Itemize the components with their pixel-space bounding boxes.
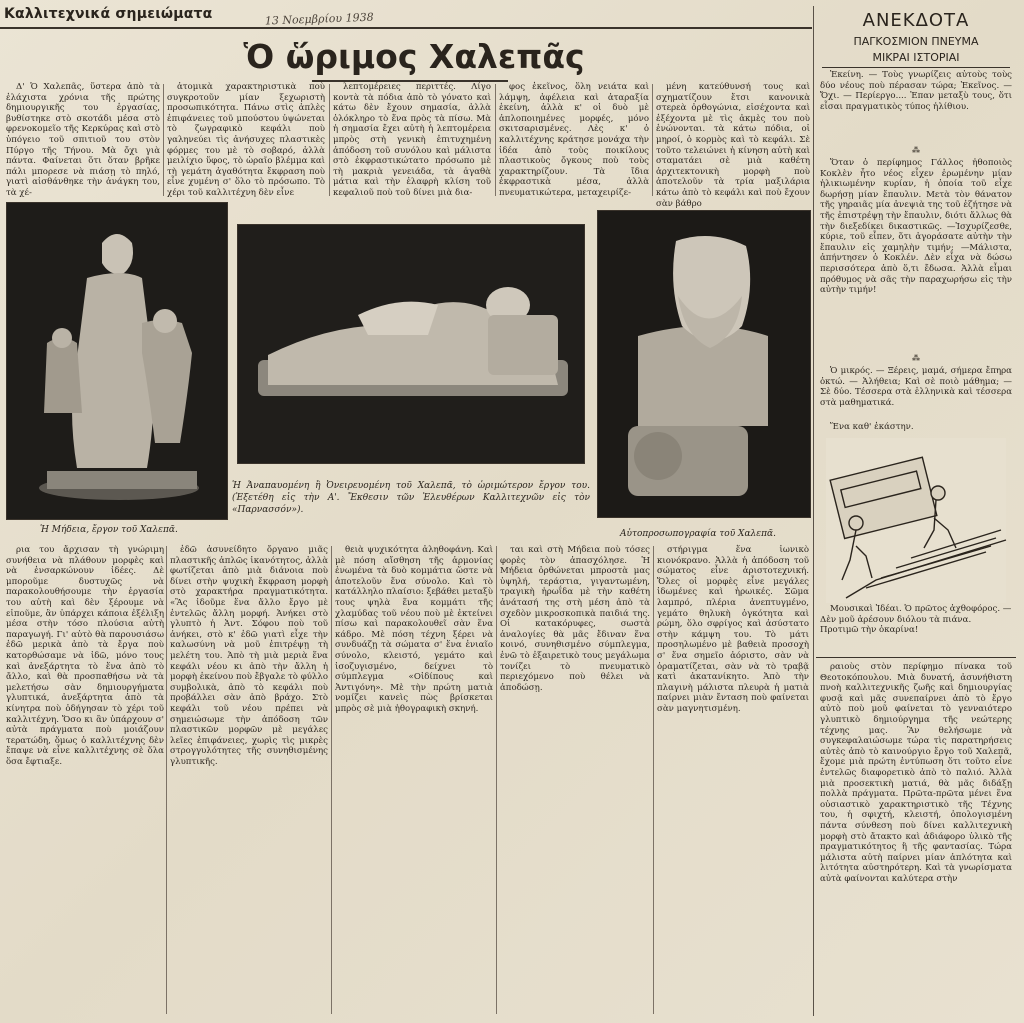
anecdote-4-text: Ἕνα καθ' ἐκάστην. (830, 422, 914, 432)
lower-column-5-text: στήριγμα ἕνα ἰωνικὸ κιονόκρανο. Ἀλλὰ ἡ ἀπόδοση τοῦ σώματος εἶνε ἀριστοτεχνική. Ὅλες οἱ μορφὲς εἶνε μεγάλες ἰδωμένες καὶ ἡρωικές. Σῶμα λαμπρό, πλέρια ἀνεπτυγμένο, γεμάτο θηλυκὴ ὀγκότητα καὶ ρώμη, ὅλο σφρίγος καὶ ἀσύστατο στὴν κάμψη του. Τὸ μάτι προσηλωμένο μὲ βαθειὰ προσοχὴ σ' ἕνα σημεῖο ἀόριστο, σὰν νὰ ὁραματίζεται, σὰν νὰ τὸ τραβᾷ κατὶ ἀκατανίκητο. Ἀπὸ τὴν πλαγινὴ μάλιστα πλευρὰ ἡ ματιὰ παίρνει μιὰν ἔνταση ποὺ φαίνεται σὰν μαγνητισμένη. (657, 545, 809, 714)
column-divider (166, 546, 167, 1014)
article-continuation-text: ραιοὺς στὸν περίφημο πίνακα τοῦ Θεοτοκόπουλου. Μιὰ δυνατή, ἀσυνήθιστη πνοὴ καλλιτεχνικῆς ζωῆς καὶ δημιουργίας φυσᾷ καὶ μᾶς συνεπαίρνει ἀπὸ τὸ ἔργο αὐτὸ ποὺ μοῦ φαίνεται τὸ γενναιότερο γλυπτικὸ δημιούργημα τῆς νεώτερης τέχνης μας. Ἂν θελήσωμε νὰ συγκεφαλαιώσωμε τώρα τὶς παρατηρήσεις αὐτὲς ἀπὸ τὸ καινούργιο ἔργο τοῦ Χαλεπᾶ, ἔχομε μιὰ πρώτη ἐντύπωση ὅτι τοῦτο εἶνε ἐντελῶς διαφορετικὸ ἀπὸ τὸ παλιό. Ἀλλὰ μιὰ προσεκτικὴ ματιά, θὰ μᾶς διδάξῃ πολλὰ πράγματα. Πρῶτα-πρῶτα μένει ἕνα οὐσιαστικὸ χαρακτηριστικὸ τῆς Τέχνης του, ἡ σφιχτή, κλειστή, ὁπολογισμένη πάντα σύνθεση ποὺ δίνει καλλιτεχνικὴ μορφὴ στὸ ἄτακτο καὶ ἀδιάφορο ὑλικὸ τῆς πραγματικότητος ἢ τῆς φαντασίας. Τώρα μάλιστα αὐτὴ παίρνει μίαν ἁπλότητα καὶ λιτότητα αὐστηρότερη. Καὶ τὰ γνωρίσματα αὐτὰ φαίνονται καλύτερα στὴν (820, 662, 1012, 884)
upper-column-1-text: Δ' Ὁ Χαλεπᾶς, ὕστερα ἀπὸ τὰ ἐλάχιστα χρόνια τῆς πρώτης δημιουργικῆς του ἐργασίας, βυθίστηκε στὸ σκοτάδι μέσα στὸ φρενοκομεῖο τῆς Κερκύρας καὶ στὸ ὑπόγειο τοῦ σπιτιοῦ του στὸν Πύργο τῆς Τήνου. Μὰ ὄχι γιὰ πάντα. Φαίνεται ὅτι ὅταν βρῆκε πάλι μπορεσε νὰ πιάσῃ τὸ πηλό, γιατὶ αἰσθάνθηκε τὴν ἀνάγκη του, τὰ χέ- (6, 82, 160, 198)
cartoon-image (826, 438, 1006, 603)
column-divider (331, 546, 332, 1014)
column-divider (652, 84, 653, 196)
caption-medea: Ἡ Μήδεια, ἔργον τοῦ Χαλεπᾶ. (40, 525, 178, 535)
photo-reclining-sculpture (237, 224, 585, 464)
lower-column-1 (6, 545, 164, 1015)
lower-column-5 (657, 545, 809, 1015)
anecdote-2-text: Ὅταν ὁ περίφημος Γάλλος ἠθοποιὸς Κοκλὲν ἦτο νέος εἶχεν ἐρωμένην μίαν ἡλικιωμένην κυρίαν, ἡ ὁποία τοῦ εἶχε δωρήσῃ μίαν ἔπαυλιν. Μετὰ τὸν θάνατον τῆς γηραιᾶς μία ἀνεψιὰ της τοῦ ἐζήτησε νὰ τῆς ἐπιστρέψῃ τὴν ἔπαυλιν, διότι ἄλλως θὰ τὴν διεξεδίκει δικαστικῶς. —Ἰσχυρίζεσθε, κύριε, τοῦ εἶπεν, ὅτι ἀγοράσατε αὐτὴν τὴν ἔπαυλιν εἰς χαμηλὴν τιμήν; —Μάλιστα, ἀπήντησεν ὁ Κοκλέν. Δὲν εἶχα νὰ δώσω περισσότερα ἀπὸ ὅ,τι ἔδωσα. Ἀλλὰ εἶμαι πρόθυμος νὰ σᾶς τὴν παραχωρήσω εἰς τὴν αὐτὴν τιμήν! (820, 158, 1012, 296)
self-portrait-bust-image (598, 211, 810, 517)
upper-column-2-text: ἀτομικὰ χαρακτηριστικὰ ποὺ συγκροτοῦν μίαν ξεχωριστὴ προσωπικότητα. Πάνω στὶς ἁπλὲς ἐπιφάνειες τοῦ μπούστου ὑψώνεται τὸ ζωγραφικὸ κεφάλι ποὺ γαληνεύει τὶς ἀνήσυχες πλαστικὲς φόρμες του μὲ τὸ σοβαρό, ἀλλὰ μειλίχιο ὕφος, τὸ ὡραῖο βλέμμα καὶ τὴ γεμάτη ἀγαθότητα ἔκφραση ποὺ εἶνε χυμένη σ' ὅλο τὸ πρόσωπο. Τὸ χέρι τοῦ καλλιτέχνη δὲν εἶνε (167, 82, 325, 198)
upper-column-3-text: λεπτομέρειες περιττές. Λίγο κοντὰ τὰ πόδια ἀπὸ τὸ γόνατο καὶ κάτω δὲν ἔχουν σημασία, ἀλλὰ ὁλόκληρο τὸ ἕνα πρὸς τὰ πίσω. Μὰ ἡ σημασία ἔχει αὐτὴ ἡ λεπτομέρεια μπρὸς στὴ γενικὴ ἐπιτυχημένη ἀπόδοση τοῦ συνόλου καὶ μάλιστα στὸ ἐκφραστικώτατο πρόσωπο μὲ τὴ μακριὰ γενειάδα, τὰ ἀγαθὰ μάτια καὶ τὴν ἐλαφρὴ κλίση τοῦ κεφαλιοῦ ποὺ τοῦ δίνει μιὰ δια- (333, 82, 491, 198)
lower-column-4 (500, 545, 650, 1015)
lower-column-2 (170, 545, 328, 1015)
sidebar-title: ΑΝΕΚΔΟΤΑ (862, 10, 970, 31)
sidebar-subtitle (816, 34, 1016, 66)
upper-column-5-text: μένη κατεύθυνσή τους καὶ σχηματίζουν ἔτσι κανονικὰ στερεὰ ὀρθογώνια, εἰσέχοντα καὶ ἐξέχοντα μὲ τὶς ἀκμὲς του ποὺ ἑνώνονται. τὰ κάτω πόδια, οἱ μηροί, ὁ κορμὸς καὶ τὸ κεφάλι. Σὲ τοῦτο τελειώνει ἡ κίνηση αὐτὴ καὶ σταματάει σὲ μιὰ καθέτη ἀρχιτεκτονικὴ μορφὴ ποὺ ἀποτελοῦν τὰ τρία μαξιλάρια κάτω ἀπὸ τὸ κεφάλι καὶ ποὺ ἔχουν σὰν βάθρο (656, 82, 810, 209)
sidebar-title-rule (822, 67, 1010, 68)
anecdote-1-text: Ἐκείνη. — Τοὺς γνωρίζεις αὐτοὺς τοὺς δύο νέους ποὺ πέρασαν τώρα; Ἐκεῖνος. — Ὄχι. — Περίεργο.... Ἐπαν μεταξὺ τους, ὅτι εἶσαι πραγματικὸς τύπος ἠλίθιου. (820, 70, 1012, 112)
sidebar-subtitle-line-2: ΜΙΚΡΑΙ ΙΣΤΟΡΙΑΙ (872, 51, 960, 64)
column-divider (329, 84, 330, 196)
cartoon-caption-text: Μουσικαὶ Ἰδέαι. Ὁ πρῶτος ἀχθοφόρος. — Δὲν μοῦ ἀρέσουν διόλου τὰ πιάνα. Προτιμῶ τὴν ὀκαρίνα! (820, 604, 1012, 636)
lower-column-1-text: ρια του ἄρχισαν τὴ γνώριμη συνήθεια νὰ πλάθουν μορφὲς καὶ νὰ ἐνσαρκώνουν ἰδέες. Δὲ μποροῦμε δυστυχῶς νὰ παρακολουθήσουμε τὴν ἐργασία του αὐτὴ καὶ δὲν ξέρουμε νὰ εἰποῦμε, ἂν ὑπάρχει κάποια ἐξέλιξη μέσα στὴν τόσο πλούσια αὐτὴ παραγωγή. Γι' αὐτὸ θὰ παρουσιάσω ἐδῶ μερικὰ ἀπὸ τὰ ἔργα ποὺ κατορθώσαμε νὰ ἰδῶ, μόνο τους καὶ ἀνεξάρτητα τὸ ἕνα ἀπὸ τὸ ἄλλο, καὶ θὰ προσπαθήσω νὰ τὰ μελετήσω σὰν δημιουργήματα γλυπτικά, ἀνεξάρτητα ἀπὸ τὰ κίνητρα ποὺ ὁδήγησαν τὸ χέρι τοῦ καλλιτέχνη. Ὅσο κι ἂν ὑπάρχουν σ' αὐτὰ πράγματα ποὺ μοιάζουν τερατώδη, ὅμως ὁ καλλιτέχνης δὲν ἔπαψε νὰ εἶνε καλλιτέχνης σὲ ὅλα ὅσα ἔφτιαξε. (6, 545, 164, 767)
column-divider (496, 546, 497, 1014)
upper-column-3 (333, 82, 491, 198)
upper-column-2 (167, 82, 325, 198)
ornament-divider: ⁂ (912, 354, 920, 363)
ornament-divider: ⁂ (912, 146, 920, 155)
upper-column-5 (656, 82, 810, 209)
cartoon-piano-movers (826, 438, 1006, 603)
upper-column-4-text: φος ἐκεῖνος, ὅλη νειάτα καὶ λάμψη, ἀφέλεια καὶ ἀταραξία ἐκείνη, ἀλλὰ κ' οἱ δυὸ μὲ ἀπλοποιημένες μορφές, μόνο σκιτσαρισμένες. Λὲς κ' ὁ καλλιτέχνης κράτησε μονάχα τὴν ἰδέα ἀπὸ τοὺς ποικίλους πλαστικοὺς ὄγκους ποὺ τοὺς χαρακτηρίζουν. Τὰ ἴδια ἐκφραστικὰ μέσα, ἀλλὰ πνευματικώτερα, μεταχειρίζε- (499, 82, 649, 198)
caption-self-portrait: Αὐτοπροσωπογραφία τοῦ Χαλεπᾶ. (620, 529, 776, 539)
lower-column-4-text: ται καὶ στὴ Μήδεια ποὺ τόσες φορὲς τὸν ἀπασχόλησε. Ἡ Μήδεια ὀρθώνεται μπροστὰ μας ὑψηλή, τεράστια, γιγαντωμένη, τραγικὴ ἡρωΐδα μὲ τὴν καθέτη ἀνάτασή της στὴ μέση ἀπὸ τὰ σχεδὸν μικροσκοπικὰ παιδιά της. Οἱ κατακόρυφες, σωστὰ ἀναλογίες θὰ μᾶς ἔδιναν ἕνα κοινό, συνηθισμένο σύμπλεγμα, ἐνῶ τὸ ἐξαιρετικὸ τους μεγάλωμα τονίζει τὸ πνευματικὸ περιεχόμενο ποὺ θέλει νὰ ἀποδώσῃ. (500, 545, 650, 693)
handwritten-date: 13 Νοεμβρίου 1938 (264, 10, 374, 28)
photo-self-portrait-bust (597, 210, 811, 518)
sidebar-subtitle-line-1: ΠΑΓΚΟΣΜΙΟΝ ΠΝΕΥΜΑ (853, 35, 979, 48)
column-divider (495, 84, 496, 196)
lower-column-3 (335, 545, 493, 1015)
sidebar-section-rule (816, 657, 1016, 658)
sidebar-divider (813, 6, 814, 1016)
header-rule (0, 27, 812, 29)
article-continuation (820, 662, 1012, 1015)
medea-statue-image (7, 203, 227, 519)
photo-medea-sculpture (6, 202, 228, 520)
article-title: Ὁ ὥριμος Χαλεπᾶς (243, 37, 585, 76)
column-divider (163, 84, 164, 196)
anecdote-3 (820, 366, 1012, 418)
upper-column-4 (499, 82, 649, 198)
lower-column-3-text: θειὰ ψυχικότητα ἀληθοφάνη. Καὶ μὲ πόση αἴσθηση τῆς ἁρμονίας ἑνωμένα τὰ δυὸ κομμάτια ὥστε νὰ ἀποτελοῦν ἕνα σύνολο. Καὶ τὸ κατάλληλο πλαίσιο: ξεβάθει μεταξὺ τους ψηλὰ ἕνα κομμάτι τῆς χλαμύδας τοῦ νέου ποὺ μὲ ἐκτείνει πίσω καὶ παρακολουθεῖ σὰν ἕνα κάδρο. Μὲ πόση τέχνη ξέρει νὰ συνδυάζῃ τὰ σώματα σ' ἕνα ἑνιαῖο σύνολο, κλειστό, γεμάτο καὶ ἰσοζυγισμένο, δείχνει τὸ σύμπλεγμα «Οἰδίπους καὶ Ἀντιγόνη». Μὲ τὴν πρώτη ματιὰ νομίζει κανεὶς πὼς βρίσκεται μπρὸς σὲ μιὰ ἡθογραφικὴ σκηνή. (335, 545, 493, 714)
anecdote-2 (820, 158, 1012, 352)
column-divider (653, 546, 654, 1014)
anecdote-4 (820, 422, 1012, 434)
cartoon-caption (820, 604, 1012, 654)
upper-column-1 (6, 82, 160, 198)
anecdote-1 (820, 70, 1012, 142)
reclining-figure-image (238, 225, 584, 463)
caption-reclining: Ἡ Ἀναπαυομένη ἢ Ὀνειρευομένη τοῦ Χαλεπᾶ, τὸ ὡριμώτερον ἔργον του. (Ἐξετέθη εἰς τὴν Α'. Ἔκθεσιν τῶν Ἐλευθέρων Καλλιτεχνῶν εἰς τὸν «Παρνασσόν»). (232, 481, 590, 515)
lower-column-2-text: ἐδῶ ἀσυνείδητο ὄργανο μιᾶς πλαστικῆς ἁπλῶς ἱκανότητος, ἀλλὰ φωτίζεται ἀπὸ μιὰ διάνοια ποὺ δίνει στὴν ψυχικὴ ἔκφραση μορφὴ στὸ χαρακτήρα πραγματικότητα. «Ἂς ἰδοῦμε ἕνα ἄλλο ἔργο μὲ ἐντελῶς ἄλλη μορφή. Ἀνήκει στὸ γλυπτὸ ἡ Ἀντ. Σόφου ποὺ τοῦ ἀνήκει, στὸ κ' ἐδῶ γιατὶ εἶχε τὴν καλωσύνη νὰ μοῦ ἐπιτρέψῃ τὴ μελέτη του. Ἀπὸ τὴ μιὰ μεριὰ ἕνα κεφάλι νέου κι ἀπὸ τὴν ἄλλη ἡ μορφὴ ἐκείνου ποὺ ἔβγαλε τὸ φύλλο συμβολικὰ, ἀπὸ τὸ κεφάλι ποὺ προβάλλει σὰν ἀπὸ βράχο. Στὸ κεφάλι τοῦ νέου πρέπει νὰ σημειώσωμε τὴν ἀπόδοση τῶν πλαστικῶν μορφῶν μὲ μεγάλες λεῖες ἐπιφάνειες, χωρὶς τὶς μικρὲς στρογγυλότητες τῆς συνηθισμένης γλυπτικῆς. (170, 545, 328, 767)
anecdote-3-text: Ὁ μικρός. — Ξέρεις, μαμά, σήμερα ἔπηρα ὀκτώ. — Ἀλήθεια; Καὶ σὲ ποιὸ μάθημα; — Σὲ δύο. Τέσσερα στὰ ἑλληνικὰ καὶ τέσσερα στὰ μαθηματικά. (820, 366, 1012, 408)
section-label: Καλλιτεχνικά σημειώματα (4, 6, 213, 22)
